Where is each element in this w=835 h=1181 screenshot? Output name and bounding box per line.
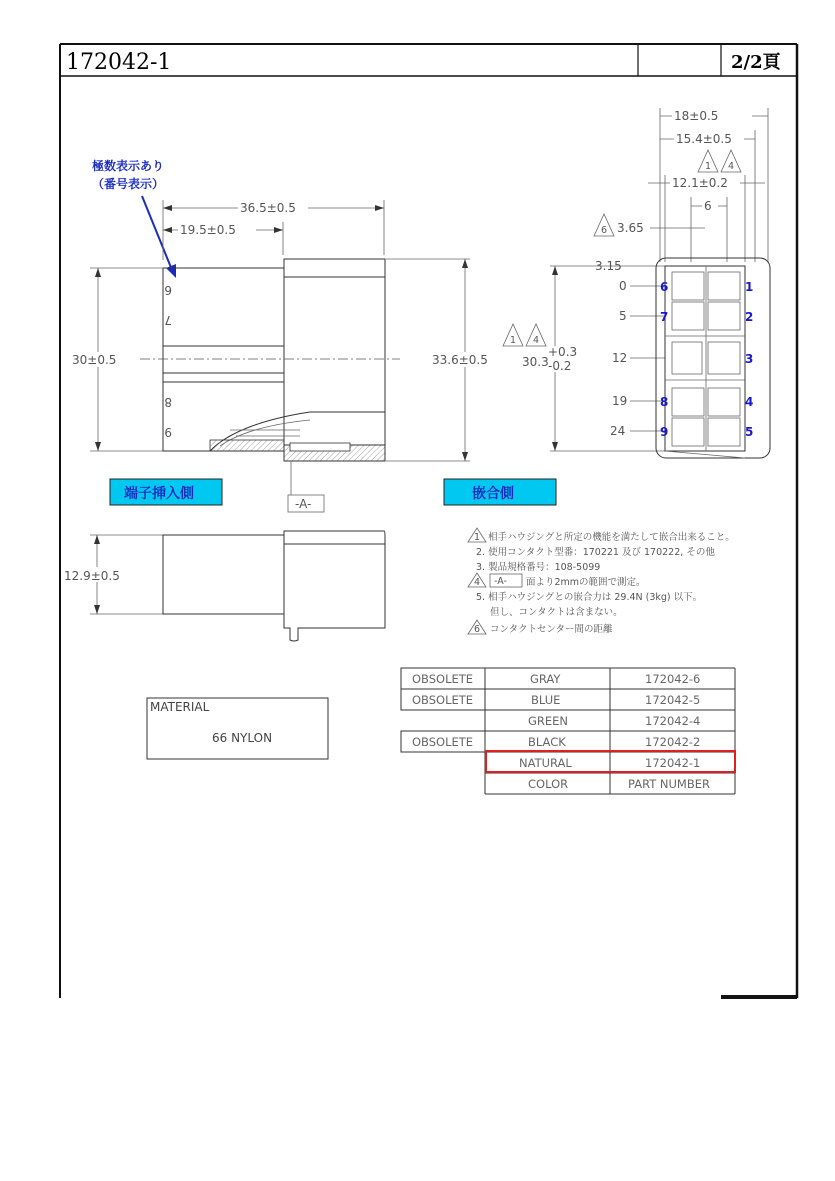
dim-width-3: 12.1±0.2 <box>672 176 728 190</box>
row3-part: 172042-4 <box>645 714 701 728</box>
note-flag-6: 6 <box>474 624 481 635</box>
note-3: 3. 製品規格番号：108-5099 <box>476 562 601 573</box>
pin-3: 3 <box>745 352 754 366</box>
row-19: 19 <box>612 394 628 408</box>
flag-1-top: 1 <box>705 161 712 172</box>
top-view <box>62 531 385 641</box>
row2-part: 172042-5 <box>645 693 701 707</box>
header-color: COLOR <box>528 777 569 791</box>
row-0: 0 <box>619 279 627 293</box>
pin-1: 1 <box>745 280 754 294</box>
row-12: 12 <box>612 351 628 365</box>
row2-color: BLUE <box>531 693 561 707</box>
dim-offset: 3.65 <box>617 221 644 235</box>
mating-side-label: 嵌合側 <box>472 486 514 502</box>
pin-6: 6 <box>660 280 669 294</box>
note-2: 2. 使用コンタクト型番：170221 及び 170222, その他 <box>476 547 715 558</box>
header-part-number: PART NUMBER <box>628 777 710 791</box>
annotation-line1: 極数表示あり <box>92 159 165 173</box>
page-number: 2/2頁 <box>731 52 781 73</box>
dim-width: 12.9±0.5 <box>64 569 120 583</box>
dim-height-right: 33.6±0.5 <box>432 353 488 367</box>
row5-color: NATURAL <box>519 756 572 770</box>
side-number-7: 7 <box>164 313 172 327</box>
row5-part: 172042-1 <box>645 756 701 770</box>
note-5: 5. 相手ハウジングとの嵌合力は 29.4N (3kg) 以下。 <box>476 592 703 603</box>
pin-4: 4 <box>745 395 754 409</box>
insertion-side-label: 端子挿入側 <box>124 486 194 502</box>
note-4-datum: -A- <box>494 576 507 587</box>
pin-5: 5 <box>745 425 754 439</box>
row-24: 24 <box>610 424 626 438</box>
note-6: コンタクトセンター間の距離 <box>490 624 613 635</box>
row1-part: 172042-6 <box>645 672 701 686</box>
dim-width-total: 18±0.5 <box>674 109 719 123</box>
dim-length-total: 36.5±0.5 <box>240 201 296 215</box>
part-number-title: 172042-1 <box>66 50 172 75</box>
row1-color: GRAY <box>530 672 561 686</box>
row-5: 5 <box>619 309 627 323</box>
annotation-line2: （番号表示） <box>92 177 165 191</box>
row4-status: OBSOLETE <box>412 735 474 749</box>
color-table <box>401 668 735 794</box>
note-flag-4: 4 <box>474 577 481 588</box>
note-4: 面より2mmの範囲で測定。 <box>526 577 646 588</box>
dim-tol-plus: +0.3 <box>548 345 578 359</box>
pin-8: 8 <box>660 395 669 409</box>
side-number-6: 6 <box>164 283 172 297</box>
row2-status: OBSOLETE <box>412 693 474 707</box>
row4-part: 172042-2 <box>645 735 701 749</box>
material-label: MATERIAL <box>150 700 210 714</box>
flag-1-left: 1 <box>510 335 517 346</box>
pin-2: 2 <box>745 310 754 324</box>
dim-width-2: 15.4±0.5 <box>676 132 732 146</box>
dim-tol-minus: -0.2 <box>548 359 572 373</box>
flag-4-left: 4 <box>533 335 540 346</box>
flag-4-top: 4 <box>728 161 735 172</box>
flag-6: 6 <box>601 225 608 236</box>
pin-9: 9 <box>660 425 669 439</box>
side-number-8: 8 <box>164 395 172 409</box>
row3-color: GREEN <box>528 714 569 728</box>
dim-height-left: 30±0.5 <box>72 353 117 367</box>
row1-status: OBSOLETE <box>412 672 474 686</box>
pin-7: 7 <box>660 310 669 324</box>
dim-top: 3.15 <box>595 259 622 273</box>
dim-pitch: 6 <box>704 199 712 213</box>
dim-length-partial: 19.5±0.5 <box>180 223 236 237</box>
dim-height: 30.3 <box>522 355 549 369</box>
datum-a-label: -A- <box>295 497 312 511</box>
note-5b: 但し、コンタクトは含まない。 <box>490 607 623 618</box>
side-number-9: 9 <box>164 425 172 439</box>
note-1: 相手ハウジングと所定の機能を満たして嵌合出来ること。 <box>488 532 735 543</box>
material-value: 66 NYLON <box>212 731 273 745</box>
row4-color: BLACK <box>528 735 566 749</box>
note-flag-1: 1 <box>474 532 481 543</box>
